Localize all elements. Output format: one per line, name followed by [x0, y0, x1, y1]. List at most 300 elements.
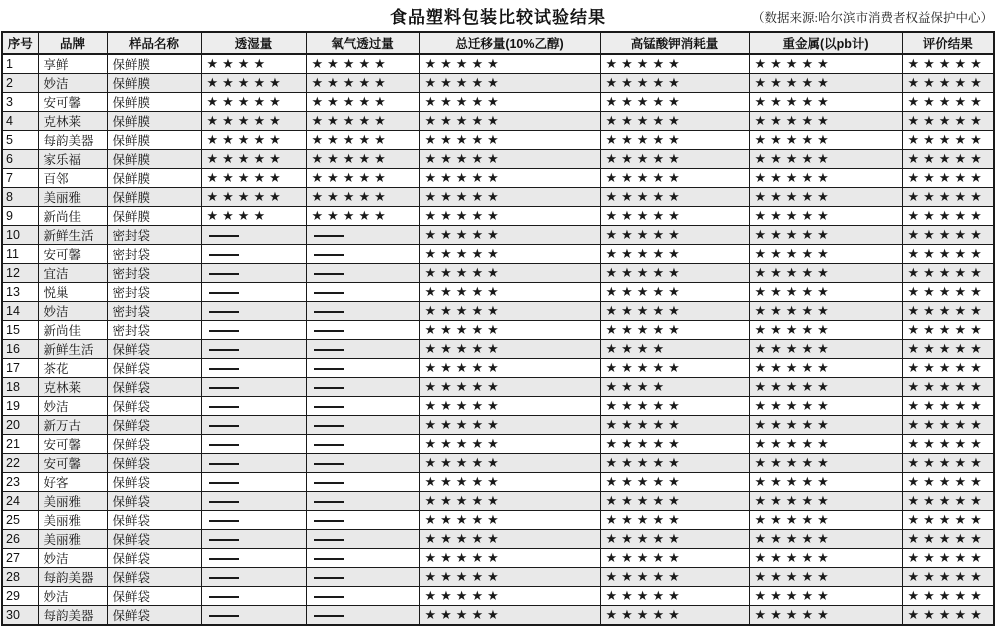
rating-stars: ★★★★★: [605, 456, 684, 471]
column-header: 品牌: [38, 32, 107, 54]
rating-stars: ★★★★★: [907, 76, 986, 91]
sample-name-cell: 保鲜膜: [107, 74, 201, 93]
rating-cell: [600, 226, 749, 245]
rating-stars: ★★★★★: [424, 171, 503, 186]
rating-cell: [902, 321, 994, 340]
rating-cell: [902, 397, 994, 416]
rating-cell: [749, 207, 902, 226]
table-header: [2, 32, 994, 54]
rating-cell: [306, 226, 419, 245]
rating-stars: ★★★★★: [605, 494, 684, 509]
rating-stars: ★★★★★: [907, 342, 986, 357]
sample-name-cell: 保鲜袋: [107, 359, 201, 378]
rating-cell: [600, 568, 749, 587]
brand-cell: 新鲜生活: [38, 340, 107, 359]
rating-stars: ★★★★★: [424, 190, 503, 205]
rating-stars: ★★★★★: [754, 551, 833, 566]
no-data-dash: [314, 482, 344, 484]
sample-name-cell: 保鲜袋: [107, 549, 201, 568]
rating-cell: [749, 74, 902, 93]
rating-cell: [749, 112, 902, 131]
rating-stars: ★★★★★: [754, 475, 833, 490]
rating-cell: [306, 340, 419, 359]
rating-stars: ★★★★★: [605, 76, 684, 91]
rating-cell: [419, 54, 600, 74]
rating-cell: [306, 511, 419, 530]
no-data-dash: [209, 482, 239, 484]
brand-cell: 美丽雅: [38, 188, 107, 207]
rating-stars: ★★★★★: [754, 456, 833, 471]
rating-cell: [306, 549, 419, 568]
rating-cell: [306, 131, 419, 150]
no-data-dash: [314, 330, 344, 332]
rating-cell: [201, 397, 306, 416]
sample-name-cell: 保鲜袋: [107, 473, 201, 492]
rating-cell: [419, 511, 600, 530]
row-number-cell: 28: [2, 568, 38, 587]
row-number-cell: 24: [2, 492, 38, 511]
rating-cell: [749, 435, 902, 454]
rating-cell: [419, 226, 600, 245]
rating-cell: [306, 473, 419, 492]
brand-cell: 妙洁: [38, 549, 107, 568]
rating-stars: ★★★★: [206, 57, 270, 72]
rating-stars: ★★★★★: [754, 57, 833, 72]
no-data-dash: [314, 425, 344, 427]
rating-stars: ★★★★★: [424, 494, 503, 509]
rating-cell: [201, 302, 306, 321]
rating-cell: [600, 169, 749, 188]
rating-stars: ★★★★★: [907, 532, 986, 547]
row-number-cell: 29: [2, 587, 38, 606]
rating-cell: [306, 169, 419, 188]
no-data-dash: [314, 539, 344, 541]
brand-cell: 每韵美器: [38, 568, 107, 587]
rating-stars: ★★★★★: [424, 209, 503, 224]
sample-name-cell: 保鲜膜: [107, 188, 201, 207]
no-data-dash: [209, 520, 239, 522]
rating-cell: [201, 226, 306, 245]
rating-cell: [201, 435, 306, 454]
row-number-cell: 9: [2, 207, 38, 226]
rating-cell: [600, 530, 749, 549]
no-data-dash: [314, 463, 344, 465]
rating-cell: [749, 473, 902, 492]
brand-cell: 妙洁: [38, 302, 107, 321]
table-row: [2, 169, 994, 188]
rating-cell: [902, 245, 994, 264]
table-row: [2, 606, 994, 626]
rating-stars: ★★★★★: [907, 570, 986, 585]
rating-stars: ★★★★★: [206, 152, 285, 167]
rating-cell: [201, 321, 306, 340]
row-number-cell: 7: [2, 169, 38, 188]
rating-stars: ★★★★★: [605, 285, 684, 300]
column-header: 透湿量: [201, 32, 306, 54]
rating-stars: ★★★★★: [907, 228, 986, 243]
brand-cell: 新万古: [38, 416, 107, 435]
row-number-cell: 19: [2, 397, 38, 416]
rating-cell: [902, 150, 994, 169]
rating-cell: [306, 454, 419, 473]
brand-cell: 家乐福: [38, 150, 107, 169]
no-data-dash: [314, 368, 344, 370]
sample-name-cell: 保鲜膜: [107, 54, 201, 74]
no-data-dash: [209, 406, 239, 408]
rating-cell: [749, 340, 902, 359]
rating-stars: ★★★★★: [907, 513, 986, 528]
rating-cell: [600, 416, 749, 435]
rating-cell: [419, 188, 600, 207]
table-row: [2, 492, 994, 511]
rating-stars: ★★★★★: [605, 551, 684, 566]
sample-name-cell: 保鲜膜: [107, 169, 201, 188]
rating-stars: ★★★★★: [754, 171, 833, 186]
rating-cell: [902, 492, 994, 511]
sample-name-cell: 保鲜袋: [107, 530, 201, 549]
rating-cell: [749, 568, 902, 587]
rating-stars: ★★★★★: [605, 608, 684, 623]
column-header: 序号: [2, 32, 38, 54]
rating-cell: [902, 131, 994, 150]
sample-name-cell: 保鲜袋: [107, 587, 201, 606]
column-header: 高锰酸钾消耗量: [600, 32, 749, 54]
rating-stars: ★★★★★: [754, 399, 833, 414]
rating-cell: [306, 150, 419, 169]
table-row: [2, 226, 994, 245]
rating-cell: [306, 435, 419, 454]
no-data-dash: [209, 444, 239, 446]
rating-cell: [749, 93, 902, 112]
rating-stars: ★★★★★: [311, 171, 390, 186]
column-header: 重金属(以pb计): [749, 32, 902, 54]
sample-name-cell: 密封袋: [107, 226, 201, 245]
rating-stars: ★★★★: [206, 209, 270, 224]
rating-cell: [902, 435, 994, 454]
rating-stars: ★★★★★: [907, 323, 986, 338]
rating-cell: [306, 378, 419, 397]
rating-cell: [201, 511, 306, 530]
rating-stars: ★★★★★: [907, 266, 986, 281]
rating-cell: [902, 473, 994, 492]
table-body: [2, 54, 994, 625]
rating-cell: [201, 549, 306, 568]
sample-name-cell: 保鲜膜: [107, 93, 201, 112]
rating-cell: [419, 530, 600, 549]
sample-name-cell: 密封袋: [107, 245, 201, 264]
brand-cell: 美丽雅: [38, 511, 107, 530]
rating-cell: [600, 302, 749, 321]
row-number-cell: 13: [2, 283, 38, 302]
no-data-dash: [314, 349, 344, 351]
rating-stars: ★★★★★: [206, 76, 285, 91]
rating-stars: ★★★★★: [907, 380, 986, 395]
table-row: [2, 454, 994, 473]
rating-cell: [419, 207, 600, 226]
rating-cell: [600, 54, 749, 74]
rating-stars: ★★★★★: [907, 209, 986, 224]
rating-cell: [419, 169, 600, 188]
table-row: [2, 93, 994, 112]
rating-cell: [201, 93, 306, 112]
table-row: [2, 397, 994, 416]
rating-cell: [749, 150, 902, 169]
rating-stars: ★★★★★: [605, 513, 684, 528]
rating-cell: [419, 435, 600, 454]
rating-stars: ★★★★★: [605, 228, 684, 243]
rating-stars: ★★★★★: [754, 266, 833, 281]
no-data-dash: [314, 406, 344, 408]
table-row: [2, 74, 994, 93]
brand-cell: 妙洁: [38, 587, 107, 606]
rating-cell: [902, 359, 994, 378]
rating-cell: [306, 587, 419, 606]
rating-cell: [306, 74, 419, 93]
row-number-cell: 20: [2, 416, 38, 435]
rating-stars: ★★★★★: [424, 285, 503, 300]
rating-stars: ★★★★★: [605, 190, 684, 205]
row-number-cell: 6: [2, 150, 38, 169]
rating-cell: [902, 93, 994, 112]
row-number-cell: 22: [2, 454, 38, 473]
rating-stars: ★★★★★: [605, 57, 684, 72]
rating-cell: [902, 226, 994, 245]
rating-cell: [902, 454, 994, 473]
rating-stars: ★★★★★: [754, 570, 833, 585]
rating-cell: [749, 188, 902, 207]
rating-cell: [419, 397, 600, 416]
rating-cell: [419, 245, 600, 264]
brand-cell: 每韵美器: [38, 131, 107, 150]
rating-cell: [419, 131, 600, 150]
no-data-dash: [209, 501, 239, 503]
rating-cell: [306, 283, 419, 302]
rating-stars: ★★★★★: [754, 133, 833, 148]
brand-cell: 克林莱: [38, 112, 107, 131]
rating-cell: [902, 283, 994, 302]
rating-stars: ★★★★: [605, 380, 669, 395]
rating-stars: ★★★★★: [206, 171, 285, 186]
rating-cell: [201, 245, 306, 264]
rating-cell: [419, 359, 600, 378]
rating-stars: ★★★★★: [605, 570, 684, 585]
no-data-dash: [209, 463, 239, 465]
rating-cell: [600, 321, 749, 340]
rating-cell: [306, 207, 419, 226]
brand-cell: 克林莱: [38, 378, 107, 397]
rating-stars: ★★★★★: [754, 342, 833, 357]
sample-name-cell: 保鲜膜: [107, 150, 201, 169]
rating-stars: ★★★★★: [907, 361, 986, 376]
rating-cell: [902, 568, 994, 587]
no-data-dash: [314, 520, 344, 522]
no-data-dash: [209, 349, 239, 351]
row-number-cell: 21: [2, 435, 38, 454]
rating-stars: ★★★★★: [605, 95, 684, 110]
rating-cell: [600, 264, 749, 283]
rating-cell: [201, 340, 306, 359]
sample-name-cell: 保鲜袋: [107, 568, 201, 587]
rating-stars: ★★★★★: [754, 361, 833, 376]
rating-cell: [419, 150, 600, 169]
table-row: [2, 435, 994, 454]
rating-cell: [201, 606, 306, 626]
sample-name-cell: 保鲜膜: [107, 112, 201, 131]
sample-name-cell: 保鲜膜: [107, 131, 201, 150]
rating-cell: [201, 188, 306, 207]
brand-cell: 安可馨: [38, 245, 107, 264]
rating-cell: [201, 150, 306, 169]
rating-cell: [306, 93, 419, 112]
sample-name-cell: 保鲜膜: [107, 207, 201, 226]
rating-cell: [306, 302, 419, 321]
rating-cell: [600, 93, 749, 112]
rating-stars: ★★★★★: [605, 266, 684, 281]
rating-cell: [201, 492, 306, 511]
brand-cell: 安可馨: [38, 454, 107, 473]
row-number-cell: 16: [2, 340, 38, 359]
rating-cell: [419, 587, 600, 606]
brand-cell: 安可馨: [38, 93, 107, 112]
rating-stars: ★★★★★: [754, 532, 833, 547]
table-row: [2, 359, 994, 378]
rating-cell: [902, 188, 994, 207]
rating-stars: ★★★★★: [311, 95, 390, 110]
row-number-cell: 4: [2, 112, 38, 131]
rating-cell: [600, 378, 749, 397]
sample-name-cell: 保鲜袋: [107, 511, 201, 530]
rating-stars: ★★★★★: [206, 95, 285, 110]
rating-cell: [749, 492, 902, 511]
rating-cell: [419, 454, 600, 473]
rating-cell: [600, 473, 749, 492]
rating-stars: ★★★★★: [605, 304, 684, 319]
rating-cell: [749, 397, 902, 416]
rating-stars: ★★★★★: [754, 190, 833, 205]
table-row: [2, 530, 994, 549]
rating-cell: [201, 207, 306, 226]
row-number-cell: 12: [2, 264, 38, 283]
page-title: 食品塑料包装比较试验结果: [390, 8, 606, 27]
rating-cell: [749, 226, 902, 245]
row-number-cell: 11: [2, 245, 38, 264]
rating-cell: [902, 74, 994, 93]
rating-stars: ★★★★★: [907, 152, 986, 167]
rating-cell: [749, 359, 902, 378]
no-data-dash: [209, 577, 239, 579]
rating-cell: [902, 207, 994, 226]
column-header: 氧气透过量: [306, 32, 419, 54]
rating-stars: ★★★★★: [206, 114, 285, 129]
no-data-dash: [209, 292, 239, 294]
rating-stars: ★★★★★: [605, 418, 684, 433]
rating-cell: [902, 264, 994, 283]
column-header: 评价结果: [902, 32, 994, 54]
table-row: [2, 340, 994, 359]
rating-stars: ★★★★★: [907, 133, 986, 148]
rating-cell: [419, 492, 600, 511]
rating-stars: ★★★★★: [754, 323, 833, 338]
rating-cell: [201, 568, 306, 587]
rating-cell: [306, 188, 419, 207]
rating-stars: ★★★★★: [754, 513, 833, 528]
rating-cell: [749, 416, 902, 435]
no-data-dash: [314, 254, 344, 256]
no-data-dash: [209, 539, 239, 541]
rating-stars: ★★★★★: [907, 551, 986, 566]
rating-stars: ★★★★★: [605, 133, 684, 148]
rating-stars: ★★★★★: [311, 133, 390, 148]
rating-cell: [749, 321, 902, 340]
no-data-dash: [314, 311, 344, 313]
no-data-dash: [209, 273, 239, 275]
no-data-dash: [314, 273, 344, 275]
row-number-cell: 10: [2, 226, 38, 245]
rating-cell: [419, 606, 600, 626]
rating-stars: ★★★★★: [605, 399, 684, 414]
rating-cell: [902, 587, 994, 606]
table-row: [2, 416, 994, 435]
rating-stars: ★★★★★: [605, 437, 684, 452]
rating-cell: [306, 530, 419, 549]
rating-cell: [749, 283, 902, 302]
table-row: [2, 473, 994, 492]
rating-stars: ★★★★★: [311, 114, 390, 129]
row-number-cell: 30: [2, 606, 38, 626]
rating-cell: [201, 359, 306, 378]
rating-stars: ★★★★★: [424, 399, 503, 414]
row-number-cell: 8: [2, 188, 38, 207]
rating-stars: ★★★★: [605, 342, 669, 357]
rating-cell: [600, 283, 749, 302]
row-number-cell: 14: [2, 302, 38, 321]
masthead: [0, 0, 996, 31]
rating-stars: ★★★★★: [754, 494, 833, 509]
rating-cell: [600, 340, 749, 359]
rating-cell: [201, 112, 306, 131]
rating-stars: ★★★★★: [907, 456, 986, 471]
rating-cell: [419, 302, 600, 321]
rating-stars: ★★★★★: [424, 152, 503, 167]
rating-stars: ★★★★★: [907, 190, 986, 205]
no-data-dash: [314, 292, 344, 294]
rating-cell: [749, 54, 902, 74]
rating-stars: ★★★★★: [907, 399, 986, 414]
rating-stars: ★★★★★: [754, 304, 833, 319]
rating-cell: [600, 549, 749, 568]
no-data-dash: [314, 387, 344, 389]
brand-cell: 美丽雅: [38, 530, 107, 549]
rating-cell: [600, 454, 749, 473]
brand-cell: 悦巢: [38, 283, 107, 302]
rating-stars: ★★★★★: [907, 304, 986, 319]
rating-cell: [201, 131, 306, 150]
rating-cell: [902, 416, 994, 435]
table-row: [2, 378, 994, 397]
rating-cell: [749, 302, 902, 321]
header-row: [2, 32, 994, 54]
rating-stars: ★★★★★: [605, 209, 684, 224]
rating-cell: [749, 606, 902, 626]
rating-cell: [201, 530, 306, 549]
rating-stars: ★★★★★: [754, 228, 833, 243]
rating-stars: ★★★★★: [605, 532, 684, 547]
rating-stars: ★★★★★: [424, 323, 503, 338]
brand-cell: 美丽雅: [38, 492, 107, 511]
rating-cell: [902, 169, 994, 188]
rating-cell: [902, 530, 994, 549]
rating-cell: [419, 93, 600, 112]
